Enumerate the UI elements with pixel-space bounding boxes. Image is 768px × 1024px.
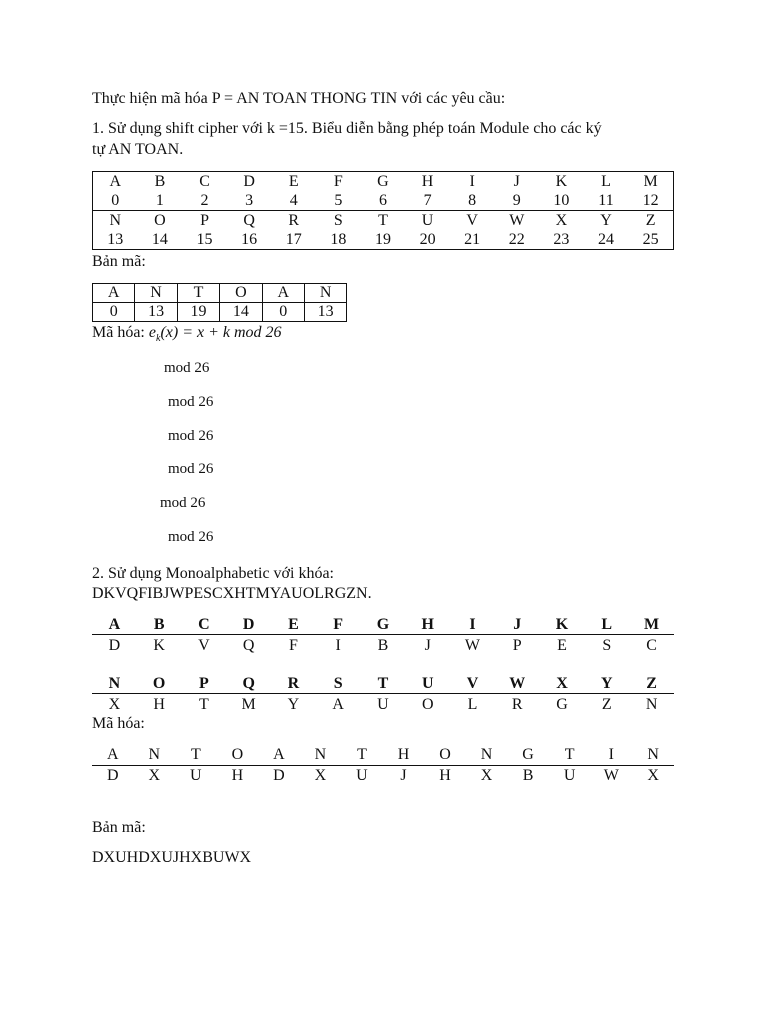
mono-plain-row-cell: U (421, 675, 434, 692)
alphabet-letter-row (93, 172, 674, 192)
mono-cipher-row-cell: G (556, 696, 568, 713)
alphabet-letter-row-cell: C (199, 173, 210, 190)
encryption-plain-row-cell: A (106, 746, 119, 763)
alphabet-number-row (93, 191, 674, 211)
encryption-cipher-row-cell: W (603, 767, 619, 784)
mono-cipher-row-cell: R (511, 696, 523, 713)
encryption-cipher-row-cell: X (480, 767, 493, 784)
mono-table-a-m (92, 614, 674, 656)
alphabet-number-row-cell: 17 (285, 231, 302, 248)
mono-plain-row-cell: Z (646, 675, 657, 692)
alphabet-number-row-cell: 24 (598, 231, 614, 248)
alphabet-number-row-cell: 11 (598, 192, 614, 209)
alphabet-letter-row-cell: N (93, 211, 138, 231)
encryption-cipher-row-cell: U (563, 767, 576, 784)
mono-cipher-row-cell: A (332, 696, 344, 713)
mono-plain-row-cell: A (108, 616, 121, 633)
alphabet-number-row-cell: 7 (423, 192, 432, 209)
alphabet-letter-row-cell: W (494, 211, 539, 231)
encryption-plain-row-cell: T (190, 746, 201, 763)
alphabet-letter-row-cell: Y (584, 211, 629, 231)
encrypt-formula (92, 323, 282, 349)
mono-cipher-row-cell: D (108, 637, 121, 654)
ban-ma-label-2: Bản mã: (92, 819, 146, 836)
alphabet-number-row-cell: 4 (289, 192, 298, 209)
alphabet-number-row-cell: 12 (642, 192, 659, 209)
mod-line-3: mod 26 (168, 428, 214, 444)
encryption-cipher-row-cell: X (314, 767, 327, 784)
alphabet-number-row-cell: 14 (151, 231, 168, 248)
alphabet-number-row-cell: 25 (642, 231, 659, 248)
alphabet-letter-row-cell: V (450, 211, 495, 231)
encryption-cipher-row-cell: U (190, 767, 202, 784)
mono-table-n-z (92, 673, 674, 715)
plaintext-number-table (92, 283, 347, 322)
alphabet-letter-row-cell: U (405, 211, 450, 231)
plaintext-number-row (93, 303, 347, 322)
encryption-plain-row-cell: N (148, 746, 161, 763)
mod-line-6: mod 26 (168, 529, 214, 545)
alphabet-letter-row-cell: Q (227, 211, 272, 231)
encryption-cipher-row-cell: D (273, 767, 285, 784)
alphabet-number-table (92, 171, 674, 250)
mono-cipher-row-cell: L (467, 696, 478, 713)
alphabet-number-row-cell: 23 (553, 231, 570, 248)
alphabet-number-row-cell: 2 (200, 192, 209, 209)
alphabet-number-row-cell: 1 (155, 192, 164, 209)
mono-plain-row-cell: F (333, 616, 344, 633)
mono-plain-row-cell: L (601, 616, 613, 633)
mono-cipher-row-cell: Z (601, 696, 612, 713)
alphabet-number-row-cell: 15 (196, 231, 213, 248)
mono-plain-row-cell: B (153, 616, 165, 633)
mono-cipher-row-cell: S (602, 637, 612, 654)
alphabet-letter-row-cell: I (469, 173, 475, 190)
section2-key: DKVQFIBJWPESCXHTMYAUOLRGZN. (92, 585, 372, 602)
mono-plain-row-cell: J (513, 616, 522, 633)
mono-cipher-row-cell: W (464, 637, 481, 654)
encryption-cipher-row-cell: D (106, 767, 119, 784)
alphabet-letter-row-cell: F (333, 173, 343, 190)
encryption-plain-row-cell: H (397, 746, 410, 763)
alphabet-letter-row-cell: H (421, 173, 434, 190)
plaintext-letter-row-cell: O (220, 284, 262, 303)
encryption-cipher-row-cell: J (400, 767, 407, 784)
mono-plain-row-cell: K (555, 616, 569, 633)
mono-cipher-row-cell: T (199, 696, 209, 713)
alphabet-number-row-cell: 0 (111, 192, 120, 209)
encryption-table-rule (92, 765, 674, 766)
plaintext-number-row-cell: 13 (135, 303, 177, 322)
mono-cipher-row-cell: K (153, 637, 165, 654)
mono-plain-row-cell: W (509, 675, 526, 692)
mono-plain-row-cell: X (556, 675, 568, 692)
encryption-cipher-row-cell: X (647, 767, 659, 784)
mono-plain-row-cell: E (288, 616, 299, 633)
mono-table-a-m-rule (92, 634, 674, 635)
encryption-plain-row-cell: I (608, 746, 614, 763)
encryption-plain-row-cell: T (357, 746, 367, 763)
plaintext-number-row-cell: 19 (177, 303, 219, 322)
mod-line-2: mod 26 (168, 394, 214, 410)
alphabet-letter-row-cell: L (601, 173, 611, 190)
mono-cipher-row-cell: M (241, 696, 256, 713)
plaintext-number-row-cell: 0 (93, 303, 135, 322)
alphabet-number-row-cell: 22 (508, 231, 525, 248)
encryption-plain-row-cell: O (231, 746, 244, 763)
mono-plain-row-cell: T (377, 675, 389, 692)
mono-cipher-row (92, 694, 674, 715)
alphabet-letter-row-cell: B (154, 173, 166, 190)
alphabet-letter-row-cell: A (109, 173, 122, 190)
mono-table-n-z-rule (92, 693, 674, 694)
mono-cipher-row-cell: C (646, 637, 657, 654)
encryption-plain-row-cell: G (522, 746, 534, 763)
section2-line1: 2. Sử dụng Monoalphabetic với khóa: (92, 565, 334, 582)
alphabet-letter-row-cell: M (643, 173, 658, 190)
plaintext-letter-row (93, 284, 347, 303)
mono-plain-row-cell: Y (601, 675, 613, 692)
mono-cipher-row-cell: F (288, 637, 298, 654)
mono-cipher-row-cell: U (377, 696, 389, 713)
mod-line-4: mod 26 (168, 461, 214, 477)
alphabet-number-row-cell: 8 (468, 192, 477, 209)
plaintext-letter-row-cell: A (262, 284, 304, 303)
encryption-plain-row-cell: T (564, 746, 575, 763)
ban-ma-label-1: Bản mã: (92, 253, 146, 270)
encryption-plain-row-cell: N (480, 746, 493, 763)
alphabet-number-row-cell: 9 (512, 192, 521, 209)
mono-plain-row-cell: N (108, 675, 121, 692)
plaintext-number-row-cell: 0 (262, 303, 304, 322)
plaintext-letter-row-cell: T (177, 284, 219, 303)
alphabet-letter-row-cell: O (138, 211, 183, 231)
alphabet-number-row-cell: 21 (464, 231, 481, 248)
alphabet-number-row-cell: 18 (330, 231, 347, 248)
section1-line1: 1. Sử dụng shift cipher với k =15. Biểu diễn bằng phép toán Module cho các ký (92, 120, 602, 137)
ma-hoa-label: Mã hóa: (92, 715, 145, 732)
alphabet-number-row-cell: 19 (374, 231, 391, 248)
alphabet-letter-row-cell: X (539, 211, 584, 231)
mono-plain-row-cell: C (198, 616, 210, 633)
mono-cipher-row-cell: H (153, 696, 165, 713)
mono-plain-row-cell: G (376, 616, 390, 633)
mono-plain-row-cell: Q (242, 675, 255, 692)
mono-plain-row-cell: O (152, 675, 166, 692)
mono-plain-row-cell: S (333, 675, 343, 692)
mono-cipher-row-cell: V (198, 637, 210, 654)
ciphertext: DXUHDXUJHXBUWX (92, 849, 252, 866)
encryption-cipher-row-cell: H (439, 767, 451, 784)
mono-cipher-row-cell: I (335, 637, 341, 654)
encrypt-e: e (148, 324, 156, 341)
mono-plain-row-cell: I (469, 616, 476, 633)
mono-plain-row-cell: H (421, 616, 434, 633)
section1-line2: tự AN TOAN. (92, 141, 184, 158)
alphabet-number-row-cell: 10 (553, 192, 570, 209)
mono-plain-row (92, 614, 674, 635)
mono-cipher-row-cell: Q (242, 637, 255, 654)
encryption-plain-row-cell: A (273, 746, 285, 763)
encrypt-rest: (x) = x + k mod 26 (160, 324, 282, 341)
plaintext-letter-row-cell: N (135, 284, 177, 303)
alphabet-letter-row-cell: K (555, 173, 568, 190)
encryption-plain-row-cell: N (647, 746, 659, 763)
mono-cipher-row-cell: P (512, 637, 522, 654)
plaintext-letter-row-cell: A (93, 284, 135, 303)
alphabet-letter-row-cell: Z (628, 211, 673, 231)
encryption-plain-row (92, 744, 674, 765)
encryption-cipher-row-cell: B (522, 767, 534, 784)
mono-cipher-row (92, 635, 674, 656)
mono-cipher-row-cell: B (377, 637, 389, 654)
encrypt-prefix: Mã hóa: (92, 324, 149, 341)
alphabet-number-row-cell: 6 (378, 192, 387, 209)
mono-plain-row-cell: V (466, 675, 479, 692)
mono-cipher-row-cell: E (557, 637, 567, 654)
encrypt-k-subscript: k (155, 333, 161, 345)
mod-line-1: mod 26 (164, 360, 210, 376)
encryption-cipher-row-cell: U (356, 767, 368, 784)
mono-cipher-row-cell: O (421, 696, 434, 713)
alphabet-letter-row-cell: T (361, 211, 406, 231)
alphabet-letter-row-cell: D (243, 173, 255, 190)
alphabet-letter-row (93, 211, 674, 231)
plaintext-letter-row-cell: N (304, 284, 346, 303)
encryption-plain-row-cell: N (314, 746, 327, 763)
mono-plain-row-cell: M (644, 616, 660, 633)
mono-plain-row-cell: D (242, 616, 255, 633)
mod-line-5: mod 26 (160, 495, 206, 511)
alphabet-number-row-cell: 20 (419, 231, 436, 248)
encryption-plain-row-cell: O (439, 746, 451, 763)
encryption-cipher-row (92, 765, 674, 786)
alphabet-number-row-cell: 3 (245, 192, 254, 209)
alphabet-letter-row-cell: J (513, 173, 520, 190)
encryption-cipher-row-cell: H (231, 767, 244, 784)
mono-cipher-row-cell: J (424, 637, 431, 654)
intro-text: Thực hiện mã hóa P = AN TOAN THONG TIN với các yêu cầu: (92, 90, 506, 107)
alphabet-number-row-cell: 16 (241, 231, 258, 248)
alphabet-letter-row-cell: R (271, 211, 316, 231)
plaintext-number-row-cell: 13 (304, 303, 346, 322)
alphabet-letter-row-cell: S (316, 211, 361, 231)
plaintext-number-row-cell: 14 (220, 303, 262, 322)
mono-cipher-row-cell: N (645, 696, 658, 713)
alphabet-number-row-cell: 5 (334, 192, 343, 209)
mono-plain-row (92, 673, 674, 694)
alphabet-letter-row-cell: P (182, 211, 227, 231)
alphabet-letter-row-cell: G (377, 173, 389, 190)
alphabet-number-row (93, 230, 674, 250)
mono-plain-row-cell: P (199, 675, 209, 692)
mono-plain-row-cell: R (287, 675, 300, 692)
encryption-cipher-row-cell: X (148, 767, 161, 784)
mono-cipher-row-cell: X (108, 696, 121, 713)
alphabet-letter-row-cell: E (288, 173, 299, 190)
alphabet-number-row-cell: 13 (107, 231, 124, 248)
mono-cipher-row-cell: Y (287, 696, 300, 713)
